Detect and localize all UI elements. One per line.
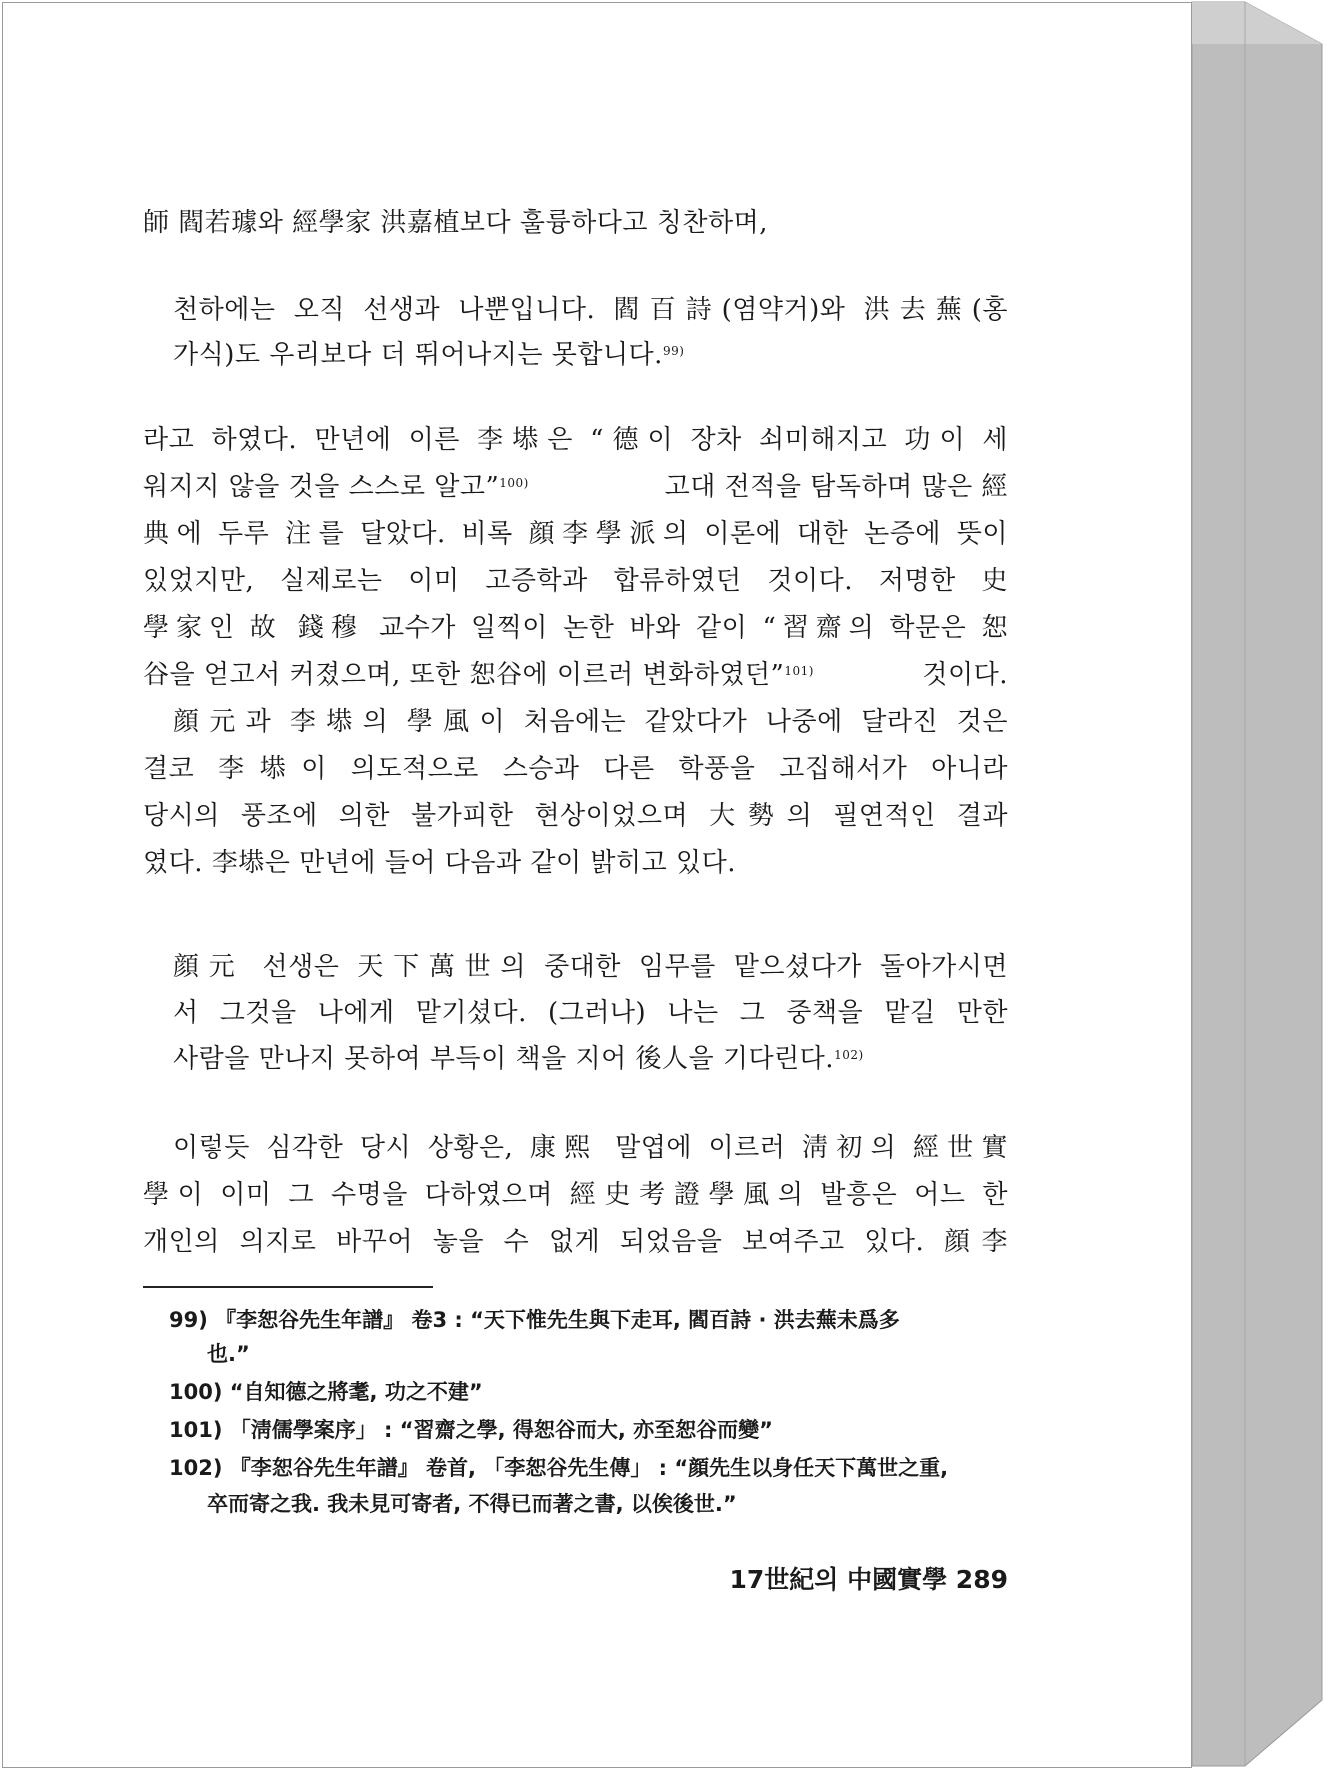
text-line: 개인의 의지로 바꾸어 놓을 수 없게 되었음을 보여주고 있다. 顔李	[143, 1227, 1008, 1257]
page-footer: 17世紀의 中國實學 289	[729, 1565, 1008, 1594]
text-line: 였다. 李塨은 만년에 들어 다음과 같이 밝히고 있다.	[143, 848, 736, 878]
footnote-ref-102[interactable]: 102)	[834, 1048, 864, 1062]
footnote-101: 101) 「淸儒學案序」 : “習齋之學, 得恕谷而大, 亦至恕谷而變”	[169, 1418, 773, 1442]
footnote-99: 99) 『李恕谷先生年譜』 卷3 : “天下惟先生與下走耳, 閻百詩 · 洪去蕪未爲多	[169, 1308, 900, 1332]
footnote-ref-101[interactable]: 101)	[784, 664, 814, 678]
footnote-102-cont: 卒而寄之我. 我未見可寄者, 不得已而著之書, 以俟後世.”	[207, 1492, 737, 1516]
text-line: 師 閻若璩와 經學家 洪嘉植보다 훌륭하다고 칭찬하며,	[143, 208, 768, 238]
text-line: 學家인 故 錢穆 교수가 일찍이 논한 바와 같이 “習齋의 학문은 恕	[143, 613, 1008, 643]
book-page	[2, 2, 1192, 1768]
footnote-100: 100) “自知德之將耄, 功之不建”	[169, 1380, 483, 1404]
footnote-ref-99[interactable]: 99)	[662, 344, 685, 358]
footnote-99-cont: 也.”	[207, 1342, 250, 1366]
quote-line: 사람을 만나지 못하여 부득이 책을 지어 後人을 기다린다.$^{102)}$	[173, 1044, 864, 1074]
text-line: 워지지 않을 것을 스스로 알고”$^{100)}$ 고대 전적을 탐독하며 많은 經	[143, 472, 1008, 502]
text-line: 있었지만, 실제로는 이미 고증학과 합류하였던 것이다. 저명한 史	[143, 566, 1008, 596]
text-line: 결코 李塨이 의도적으로 스승과 다른 학풍을 고집해서가 아니라	[143, 754, 1008, 784]
text-line: 라고 하였다. 만년에 이른 李塨은 “德이 장차 쇠미해지고 功이 세	[143, 425, 1008, 455]
text-line: 顔元과 李塨의 學風이 처음에는 같았다가 나중에 달라진 것은	[173, 707, 1008, 737]
footnote-divider	[143, 1286, 433, 1288]
quote-line: 가식)도 우리보다 더 뛰어나지는 못합니다.$^{99)}$	[173, 340, 685, 370]
text-line: 이렇듯 심각한 당시 상황은, 康熙 말엽에 이르러 淸初의 經世實	[173, 1133, 1008, 1163]
footnote-102: 102) 『李恕谷先生年譜』 卷首, 「李恕谷先生傳」 : “顔先生以身任天下萬世之重,	[169, 1456, 949, 1480]
quote-line: 천하에는 오직 선생과 나뿐입니다. 閻百詩(염약거)와 洪去蕪(홍	[173, 295, 1008, 325]
text-line: 谷을 얻고서 커졌으며, 또한 恕谷에 이르러 변화하였던”$^{101)}$ 것이다.	[143, 660, 1008, 690]
text-line: 典에 두루 注를 달았다. 비록 顔李學派의 이론에 대한 논증에 뜻이	[143, 519, 1008, 549]
footnote-ref-100[interactable]: 100)	[499, 476, 529, 490]
text-line: 당시의 풍조에 의한 불가피한 현상이었으며 大勢의 필연적인 결과	[143, 801, 1008, 831]
text-line: 學이 이미 그 수명을 다하였으며 經史考證學風의 발흥은 어느 한	[143, 1180, 1008, 1210]
quote-line: 서 그것을 나에게 맡기셨다. (그러나) 나는 그 중책을 맡길 만한	[173, 998, 1008, 1028]
quote-line: 顔元 선생은 天下萬世의 중대한 임무를 맡으셨다가 돌아가시면	[173, 952, 1008, 982]
